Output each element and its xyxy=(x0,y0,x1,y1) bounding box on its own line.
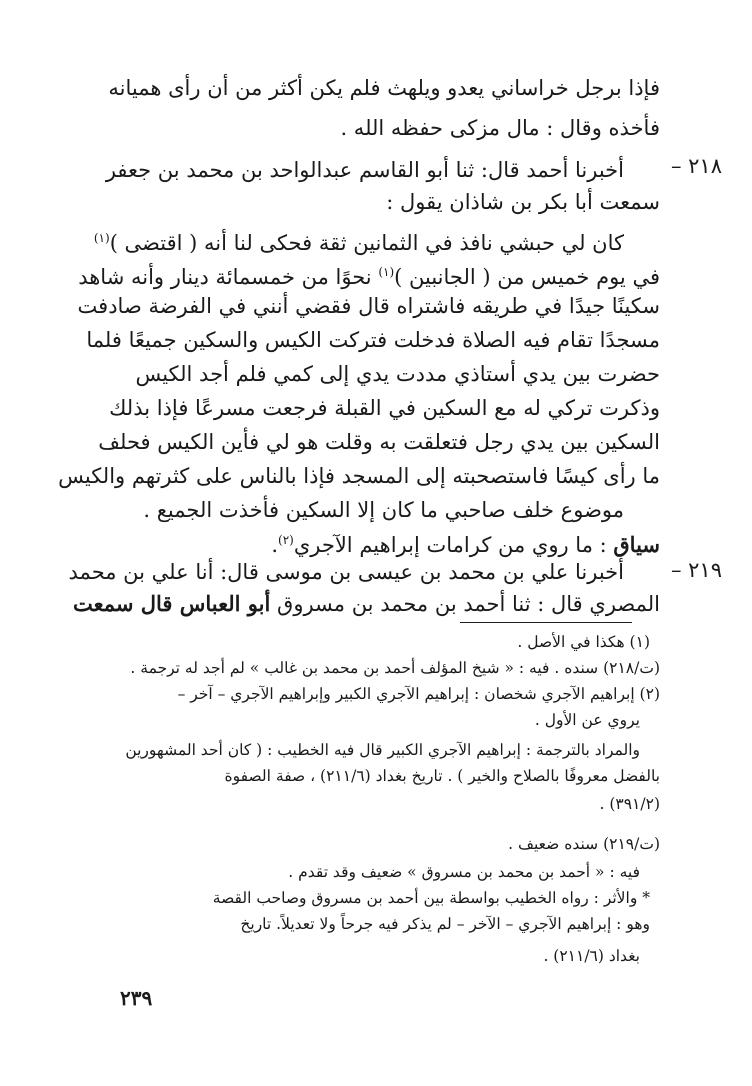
text-line: فإذا برجل خراساني يعدو ويلهث فلم يكن أكثر من أن رأى هميانه xyxy=(108,76,660,100)
footnote-line: (ت/٢١٩) سنده ضعيف . xyxy=(508,835,660,853)
footnote-ref: (١) xyxy=(378,265,395,279)
text-line: مسجدًا تقام فيه الصلاة فدخلت فتركت الكيس والسكين جميعًا فلما xyxy=(86,328,660,352)
footnote-line: * والأثر : رواه الخطيب بواسطة بين أحمد بن مسروق وصاحب القصة xyxy=(212,889,650,907)
text-line: وذكرت تركي له مع السكين في القبلة فرجعت مسرعًا فإذا بذلك xyxy=(109,396,660,420)
siyaq-label: سياق xyxy=(613,532,660,557)
text-line: ما رأى كيسًا فاستصحبته إلى المسجد فإذا بالناس على كثرتهم والكيس xyxy=(58,464,660,488)
footnote-line: (١) هكذا في الأصل . xyxy=(517,633,650,651)
text-line: حضرت بين يدي أستاذي مددت يدي إلى كمي فلم أجد الكيس xyxy=(135,362,660,386)
text-line xyxy=(94,222,624,259)
footnote-line: يروي عن الأول . xyxy=(534,711,640,729)
footnote-ref: (١) xyxy=(93,231,110,245)
entry-number-218: ٢١٨ – xyxy=(670,154,722,178)
footnote-line: والمراد بالترجمة : إبراهيم الآجري الكبير قال فيه الخطيب : ( كان أحد المشهورين xyxy=(125,741,640,759)
footnote-line: (ت/٢١٨) سنده . فيه : « شيخ المؤلف أحمد بن محمد بن غالب » لم أجد له ترجمة . xyxy=(130,659,660,677)
text-segment: كان لي حبشي نافذ في الثمانين ثقة فحكى لنا أنه ( اقتضى ) xyxy=(109,231,624,255)
siyaq-text: : ما روي من كرامات إبراهيم الآجري xyxy=(293,533,614,557)
text-line: فأخذه وقال : مال مزكى حفظه الله . xyxy=(340,116,660,140)
footnote-line: بالفضل معروفًا بالصلاح والخير ) . تاريخ بغداد (٢١١/٦) ، صفة الصفوة xyxy=(224,767,660,785)
text-line: موضوع خلف صاحبي ما كان إلا السكين فأخذت الجميع . xyxy=(143,498,624,522)
text-segment: المصري قال : ثنا أحمد بن محمد بن مسروق xyxy=(270,592,660,616)
siyaq-end: . xyxy=(271,533,278,557)
text-segment-bold: أبو العباس قال سمعت xyxy=(72,591,271,616)
footnote-line: فيه : « أحمد بن محمد بن مسروق » ضعيف وقد تقدم . xyxy=(288,863,640,881)
footnote-separator xyxy=(460,622,632,623)
entry-number-219: ٢١٩ – xyxy=(670,558,722,582)
text-line: السكين بين يدي رجل فتعلقت به وقلت هو لي فأين الكيس فحلف xyxy=(98,430,660,454)
text-segment: نحوًا من خمسمائة دينار وأنه شاهد xyxy=(78,265,379,289)
text-line: سمعت أبا بكر بن شاذان يقول : xyxy=(386,190,660,214)
footnote-line: (٣٩١/٢) . xyxy=(599,795,660,813)
text-line: أخبرنا علي بن محمد بن عيسى بن موسى قال: أنا علي بن محمد xyxy=(68,560,624,584)
text-line xyxy=(78,256,660,293)
footnote-line: (٢) إبراهيم الآجري شخصان : إبراهيم الآجري الكبير وإبراهيم الآجري – آخر – xyxy=(177,685,660,703)
text-line xyxy=(73,588,660,620)
footnote-ref: (٢) xyxy=(278,533,294,547)
footnote-line: وهو : إبراهيم الآجري – الآخر – لم يذكر فيه جرحاً ولا تعديلاً. تاريخ xyxy=(240,915,650,933)
page-number: ٢٣٩ xyxy=(120,986,153,1010)
text-line: سكينًا جيدًا في طريقه فاشتراه قال فقضي أنني في الفرضة صادفت xyxy=(77,294,660,318)
text-segment: في يوم خميس من ( الجانبين ) xyxy=(394,265,660,289)
text-line: أخبرنا أحمد قال: ثنا أبو القاسم عبدالواحد بن محمد بن جعفر xyxy=(105,158,624,182)
footnote-line: بغداد (٢١١/٦) . xyxy=(543,947,640,965)
